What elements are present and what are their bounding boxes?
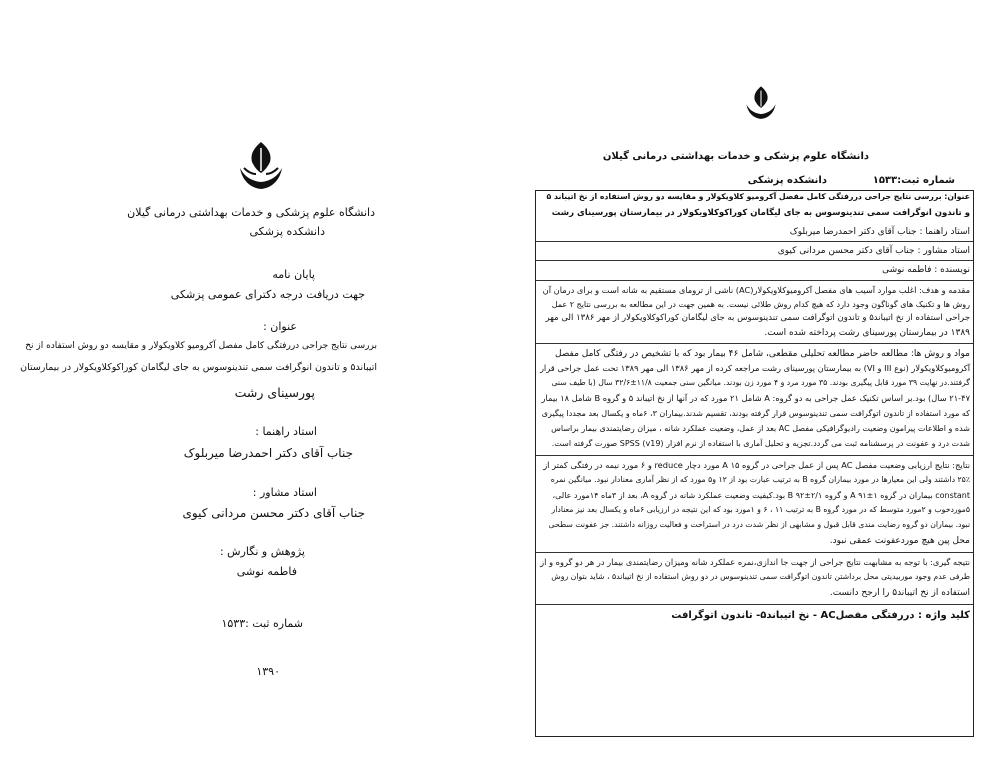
conclusion-line: طرفی عدم وجود موربیدیتی محل برداشتن تاندون اتوگرافت سمی تندینوسوس در دو روش استفاده از نخ اتیباند۵ ، شاید بتوان روش [551,572,970,581]
university-emblem-icon [236,140,286,192]
results-line: نتایج: نتایج ارزیابی وضعیت مفصل AC پس از عمل جراحی در گروه A ۱۵ مورد دچار reduce و ۶ مورد نیمه در رفتگی کمتر از [543,460,970,470]
abstract-page [525,85,975,645]
results-line: نبود. بیماران دو گروه رضایت مندی قابل قبول و مشابهی از نظر شدت درد در استراحت و فعالیت روزانه داشتند. جز عفونت سطحی [548,520,970,529]
registration-number: شماره ثبت :۱۵۳۳ [221,617,303,630]
intro-line: جراحی استفاده از نخ اتیباند۵ و تاندون اتوگرافت سمی تندینوسوس به جای لیگامان کوراکوکلاویکولار از مهر ۱۳۸۶ الی مهر [545,313,970,323]
thesis-cover-page [20,140,377,740]
conclusion-line: نتیجه گیری: با توجه به مشابهت نتایج جراحی از جهت جا اندازی،نمره عملکرد شانه ومیزان رضایتمندی بیمار در هر دو گروه و از [540,557,970,567]
university-emblem-icon [741,85,781,121]
results-line: ۲۵٪ داشتند ولی این معیارها در مورد بیماران گروه B به ترتیب عبارت بود از ۱۲ و۵ مورد که از نظر آماری معنادار نبود. میانگین نمره [550,475,970,484]
abstract-title-line-1: عنوان: بررسی نتایج جراحی دررفتگی کامل مفصل آکرومیو کلاویکولار و مقایسه دو روش استفاده از نخ اتیباند ۵ [546,192,970,201]
supervisor-name: جناب آقای دکتر احمدرضا میربلوک [183,446,353,460]
results-line: constant بیماران در گروه A ۹۱±۱ و گروه B ۹۲±۲/۱ بود.کیفیت وضعیت عملکرد شانه در گروه A، بعد از ۳ماه ۱۴مورد عالی، [552,491,970,500]
abstract-supervisor: استاد راهنما : جناب آقای دکتر احمدرضا میربلوک [789,227,970,237]
author-label: پژوهش و نگارش : [219,545,305,558]
supervisor-label: استاد راهنما : [255,425,317,438]
intro-line: مقدمه و هدف: اغلب موارد آسیب های مفصل آکرومیوکلاویکولار(AC) ناشی از ترومای مستقیم به شانه است و برای درمان آن [542,285,970,295]
methods-line: شده و اطلاعات پیرامون وضعیت رادیوگرافیکی مفصل AC بعد از عمل، وضعیت عملکرد شانه ، میزان رضایتمندی بیمار براساس [551,424,970,433]
keywords: کلید واژه : دررفتگی مفصلAC - نخ اتیباند۵- تاندون اتوگرافت [671,610,970,621]
methods-line: گرفتند.در نهایت ۳۹ مورد قابل پیگیری بودند. ۳۵ مورد مرد و ۴ مورد زن بودند. میانگین سنی جمعیت ۱۱/۸±۳۲/۶ سال (با طیف سنی [551,378,970,387]
abstract-title-line-2: و تاندون انوگرافت سمی تندینوسوس به جای لیگامان کوراکوکلاویکولار در بیمارستان پورسینای رشت [551,208,970,218]
conclusion-line: استفاده از نخ اتیباند۵ را ارجح دانست. [829,588,970,598]
advisor-name: جناب آقای دکتر محسن مردانی کیوی [182,506,365,520]
registration-number: شماره ثبت:۱۵۳۳ [872,175,955,186]
degree-text: جهت دریافت درجه دکترای عمومی پزشکی [170,288,365,301]
year: ۱۳۹۰ [256,665,280,678]
abstract-advisor: استاد مشاور : جناب آقای دکتر محسن مردانی کیوی [777,246,970,256]
results-line: محل پین هیچ موردعفونت عمقی نبود. [829,536,970,546]
intro-line: روش ها و تکنیک های گوناگون وجود دارد که هیچ کدام روش طلائی نیست. به همین جهت در این مطالعه به بررسی نتایج ۲ عمل [551,300,970,309]
university-name: دانشگاه علوم پزشکی و خدمات بهداشتی درمانی گیلان [602,151,869,162]
methods-line: آکرومیوکلاویکولار (نوع III و VI) به بیمارستان پورسینای رشت مراجعه کرده از مهر ۱۳۸۶ الی مهر ۱۳۸۹ تحت عمل جراحی قرار [539,363,970,373]
faculty-name: دانشکده پزشکی [249,225,325,238]
title-line-2: اتیباند۵ و تاندون انوگرافت سمی تندینوسوس به جای لیگامان کوراکوکلاویکولار در بیمارستان [20,362,377,373]
thesis-label: پایان نامه [272,268,315,281]
intro-line: ۱۳۸۹ در بیمارستان پورسینای رشت پرداخته شده است. [764,328,970,338]
university-name: دانشگاه علوم پزشکی و خدمات بهداشتی درمانی گیلان [127,206,375,219]
methods-line: شدت درد و عفونت در پرسشنامه ثبت می گردد.تجزیه و تحلیل آماری با استفاده از نرم افزار SPSS (v19) صورت گرفته است. [551,439,970,448]
abstract-box [535,190,974,737]
abstract-author: نویسنده : فاطمه نوشی [882,265,970,275]
title-label: عنوان : [263,320,297,333]
methods-line: ۲۱-۴۷ سال) بود.بر اساس تکنیک عمل جراحی به دو گروه: A شامل ۲۱ مورد که در آنها از نخ اتیباند ۵ و گروه B شامل ۱۸ بیمار [541,393,970,403]
faculty-name: دانشکده پزشکی [747,175,827,186]
advisor-label: استاد مشاور : [252,486,317,499]
title-line-3: پورسینای رشت [234,385,315,400]
results-line: ۵موردخوب و ۲مورد متوسط که در مورد گروه B به ترتیب ۱۱ ، ۶ و ۱مورد بود که این نتیجه در ارزیابی ۶ماه و یکسال بعد نیز معنادار [551,505,970,514]
methods-line: مواد و روش ها: مطالعه حاضر مطالعه تحلیلی مقطعی، شامل ۴۶ بیمار بود که با تشخیص در رفتگی کامل مفصل [554,349,970,359]
author-name: فاطمه نوشی [236,565,297,578]
methods-line: که مورد استفاده از تاندون اتوگرافت سمی تندینوسوس قرار گرفته بودند، تقسیم شدند.بیماران ۳، ۶ماه و یکسال بعد مجددا پیگیری [541,409,970,418]
title-line-1: بررسی نتایج جراحی دررفتگی کامل مفصل آکرومیو کلاویکولار و مقایسه دو روش استفاده از نخ [25,341,377,351]
